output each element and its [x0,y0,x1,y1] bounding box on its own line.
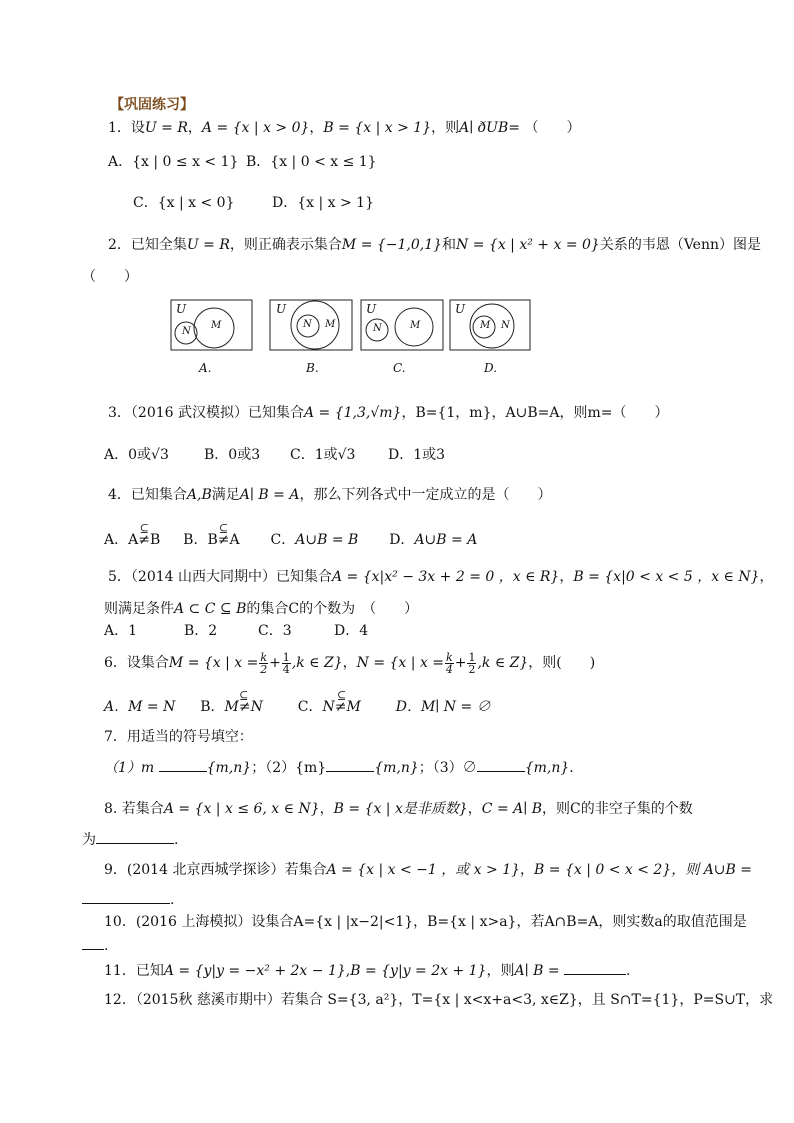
q5-option-a: A．1 [104,623,138,639]
q1-expression: A∣ ðUB [459,120,509,136]
q1-option-c: C．{x | x < 0} [133,195,235,211]
question-9: 9．(2014 北京西城学探诊）若集合A = {x | x < −1 ，或 x > 1}，B = {x | 0 < x < 2}，则 A∪B = [104,862,753,878]
question-11: 11．已知A = {y|y = −x² + 2x − 1},B = {y|y = 2x + 1}，则A∣ B = . [104,960,630,981]
section-header: 【巩固练习】 [110,97,194,113]
q6-option-a: A．M = N [104,699,176,715]
q5-line-2: 则满足条件A ⊂ C ⊆ B的集合C的个数为 （ ） [104,601,419,617]
q4-option-d: A∪B = A [414,532,478,548]
q5-option-c: C．3 [258,623,292,639]
q7-blanks: （1）m {m,n}；（2）{m} {m,n}；（3）∅ {m,n}. [104,757,574,778]
q1-option-b: B．{x | 0 < x ≤ 1} [246,154,377,170]
q5-option-b: B．2 [184,623,218,639]
venn-a-u: U [176,302,187,316]
q8-line-2: 为 . [82,829,178,850]
q4-option-c: A∪B = B [295,532,359,548]
question-5: 5．（2014 山西大同期中）已知集合A = {x|x² − 3x + 2 = 0 ，x ∈ R}，B = {x|0 < x < 5 ，x ∈ N}， [108,569,774,585]
q10-line-2: . [82,935,108,956]
q1-set-b: B = {x | x > 1} [323,120,432,136]
q1-option-d: D．{x | x > 1} [272,195,374,211]
question-10: 10．(2016 上海模拟）设集合A={x | |x−2|<1}，B={x | x>a}，若A∩B=A，则实数a的取值范围是 [104,914,747,930]
venn-b-u: U [276,302,287,316]
venn-c-m: M [410,320,421,331]
question-2: 2．已知全集U = R，则正确表示集合M = {−1,0,1}和N = {x | x² + x = 0}关系的韦恩（Venn）图是 [108,237,761,253]
question-8: 8. 若集合A = {x | x ≤ 6, x ∈ N}，B = {x | x是非质数}，C = A∣ B，则C的非空子集的个数 [104,801,693,817]
q4-option-a-label: A． [104,532,129,548]
q3-option-a: A．0或√3 [104,447,169,463]
venn-c-n: N [373,323,382,334]
question-7: 7．用适当的符号填空： [104,729,253,745]
q7-blank-3[interactable] [477,757,525,772]
question-12: 12．（2015秋 慈溪市期中）若集合 S={3, a²}，T={x | x<x+a<3, x∈Z}，且 S∩T={1}，P=S∪T，求 [104,992,774,1008]
q11-blank[interactable] [564,960,626,975]
question-1: 1．设U = R，A = {x | x > 0}，B = {x | x > 1}，则A∣ ðUB= （ ） [108,120,581,136]
question-4: 4．已知集合A,B满足A∣ B = A，那么下列各式中一定成立的是（ ） [108,487,552,503]
q4-option-b-label: B． [183,532,208,548]
q9-line-2: . [82,889,174,910]
venn-d-u: U [455,302,466,316]
venn-b-m: M [325,319,336,330]
venn-b-n: N [303,319,312,330]
q3-option-d: D．1或3 [388,447,446,463]
q4-option-a: ⊆ A≠B [128,522,161,548]
q1-option-a: A．{x | 0 ≤ x < 1} [108,154,239,170]
q7-blank-1[interactable] [159,757,207,772]
q6-option-d: D．M∣ N = ∅ [395,699,491,715]
question-6: 6．设集合M = {x | x = $\frac{k}{2}$ + $\frac{1}{4}$ ,k ∈ Z}，N = {x | x = $\frac{k}{4}$ + $\frac{1}{2}$ ,k ∈ Z}，则( ) [104,650,596,676]
venn-c-u: U [366,302,377,316]
venn-d-n: N [501,320,510,331]
q6-option-c: ⊆ N≠M [322,689,361,715]
venn-d-m: M [480,320,491,331]
q4-option-d-label: D． [389,532,415,548]
q10-blank[interactable] [82,935,104,950]
q6-options: A．M = N B． ⊆ M≠N C． ⊆ N≠M D．M∣ N = ∅ [104,689,491,715]
venn-label-c: C. [393,361,406,375]
q9-blank[interactable] [82,889,170,904]
venn-a-n: N [182,326,191,337]
q7-blank-2[interactable] [326,757,374,772]
q4-option-c-label: C． [270,532,296,548]
q6-option-b: ⊆ M≠N [224,689,263,715]
q1-set-a: A = {x | x > 0} [201,120,310,136]
q3-option-c: C．1或√3 [290,447,356,463]
q3-option-b: B．0或3 [204,447,261,463]
q2-answer-paren: （ ） [82,269,138,285]
q4-options [104,522,478,550]
venn-label-b: B. [306,361,319,375]
q1-universe: U = R [144,120,188,136]
q8-blank[interactable] [96,829,174,844]
venn-a-m: M [211,320,222,331]
question-3: 3．（2016 武汉模拟）已知集合A = {1,3,√m}，B={1，m}，A∪B=A，则m=（ ） [108,405,669,421]
venn-label-d: D. [484,361,498,375]
q4-option-b: ⊆ B≠A [207,522,240,548]
venn-diagrams [170,299,532,379]
q5-option-d: D．4 [334,623,369,639]
venn-label-a: A. [199,361,212,375]
